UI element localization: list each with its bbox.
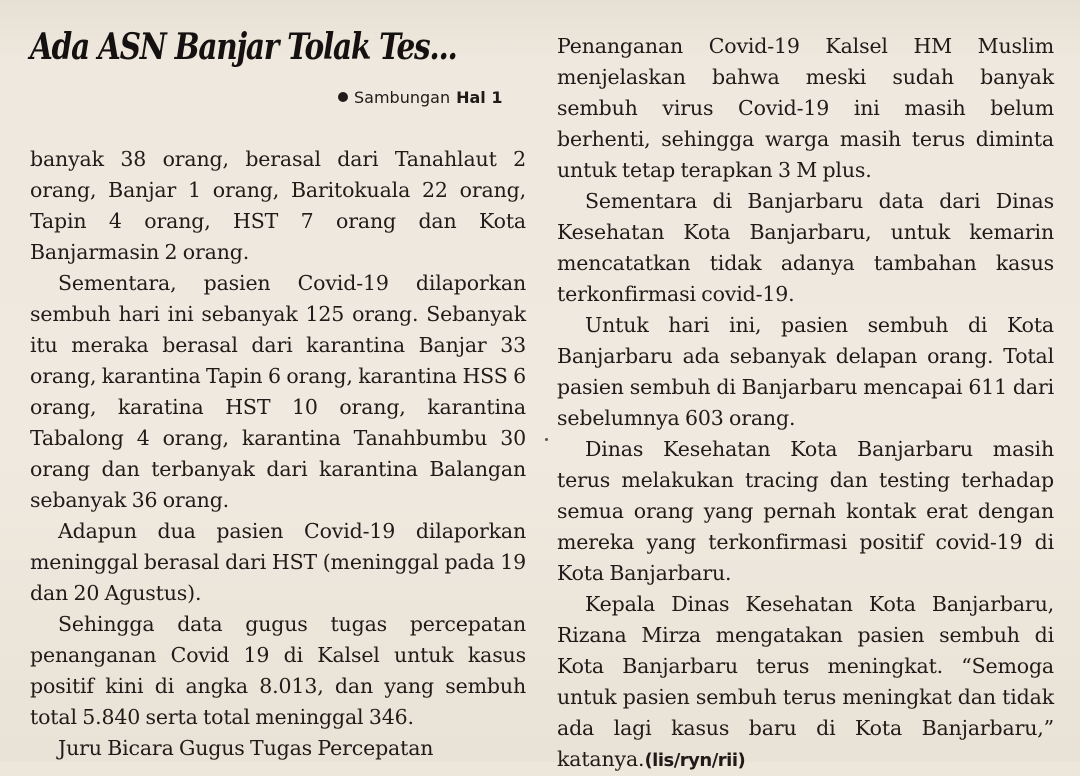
paragraph: Sehingga data gugus tugas percepatan penanganan Covid 19 di Kalsel untuk kasus positif kini di angka 8.013, dan yang sembuh total 5.840 serta total meninggal 346. [30, 612, 526, 729]
paragraph: Juru Bicara Gugus Tugas Percepatan [58, 736, 434, 760]
continuation-note [338, 88, 528, 107]
paragraph: banyak 38 orang, berasal dari Tanahlaut 2 orang, Banjar 1 orang, Baritokuala 22 orang, Tapin 4 orang, HST 7 orang dan Kota Banjarmasin 2 orang. [30, 147, 526, 264]
bullet-icon [338, 92, 348, 102]
paragraph: Sementara di Banjarbaru data dari Dinas Kesehatan Kota Banjarbaru, untuk kemarin mencatatkan tidak adanya tambahan kasus terkonfirmasi covid-19. [557, 189, 1054, 306]
author-signature: (lis/ryn/rii) [644, 750, 746, 771]
paragraph: Sementara, pasien Covid-19 dilaporkan sembuh hari ini sebanyak 125 orang. Sebanyak itu meraka berasal dari karantina Banjar 33 orang, karantina Tapin 6 orang, karantina HSS 6 orang, karatina HST 10 orang, karantina Tabalong 4 orang, karantina Tanahbumbu 30 orang dan terbanyak dari karantina Balangan sebanyak 36 orang. [30, 271, 526, 512]
paragraph-text: Kepala Dinas Kesehatan Kota Banjarbaru, Rizana Mirza mengatakan pasien sembuh di Kota Banjarbaru terus meningkat. “Semoga untuk pasien sembuh terus meningkat dan tidak ada lagi kasus baru di Kota Banjarbaru,” katanya. [557, 592, 1054, 771]
paragraph: Penanganan Covid-19 Kalsel HM Muslim menjelaskan bahwa meski sudah banyak sembuh virus Covid-19 ini masih belum berhenti, sehingga warga masih terus diminta untuk tetap terapkan 3 M plus. [557, 34, 1054, 182]
continuation-label: Sambungan [354, 88, 451, 107]
paragraph: Adapun dua pasien Covid-19 dilaporkan meninggal berasal dari HST (meninggal pada 19 dan 20 Agustus). [30, 519, 526, 605]
article-headline: Ada ASN Banjar Tolak Tes... [30, 26, 457, 68]
print-speck [545, 438, 548, 441]
continuation-page: Hal 1 [456, 88, 503, 107]
right-column [557, 31, 1054, 776]
paragraph: Dinas Kesehatan Kota Banjarbaru masih terus melakukan tracing dan testing terhadap semua orang yang pernah kontak erat dengan mereka yang terkonfirmasi positif covid-19 di Kota Banjarbaru. [557, 437, 1054, 585]
paragraph: Untuk hari ini, pasien sembuh di Kota Banjarbaru ada sebanyak delapan orang. Total pasien sembuh di Banjarbaru mencapai 611 dari sebelumnya 603 orang. [557, 313, 1054, 430]
paragraph [557, 589, 1054, 776]
left-column-body [30, 144, 526, 764]
